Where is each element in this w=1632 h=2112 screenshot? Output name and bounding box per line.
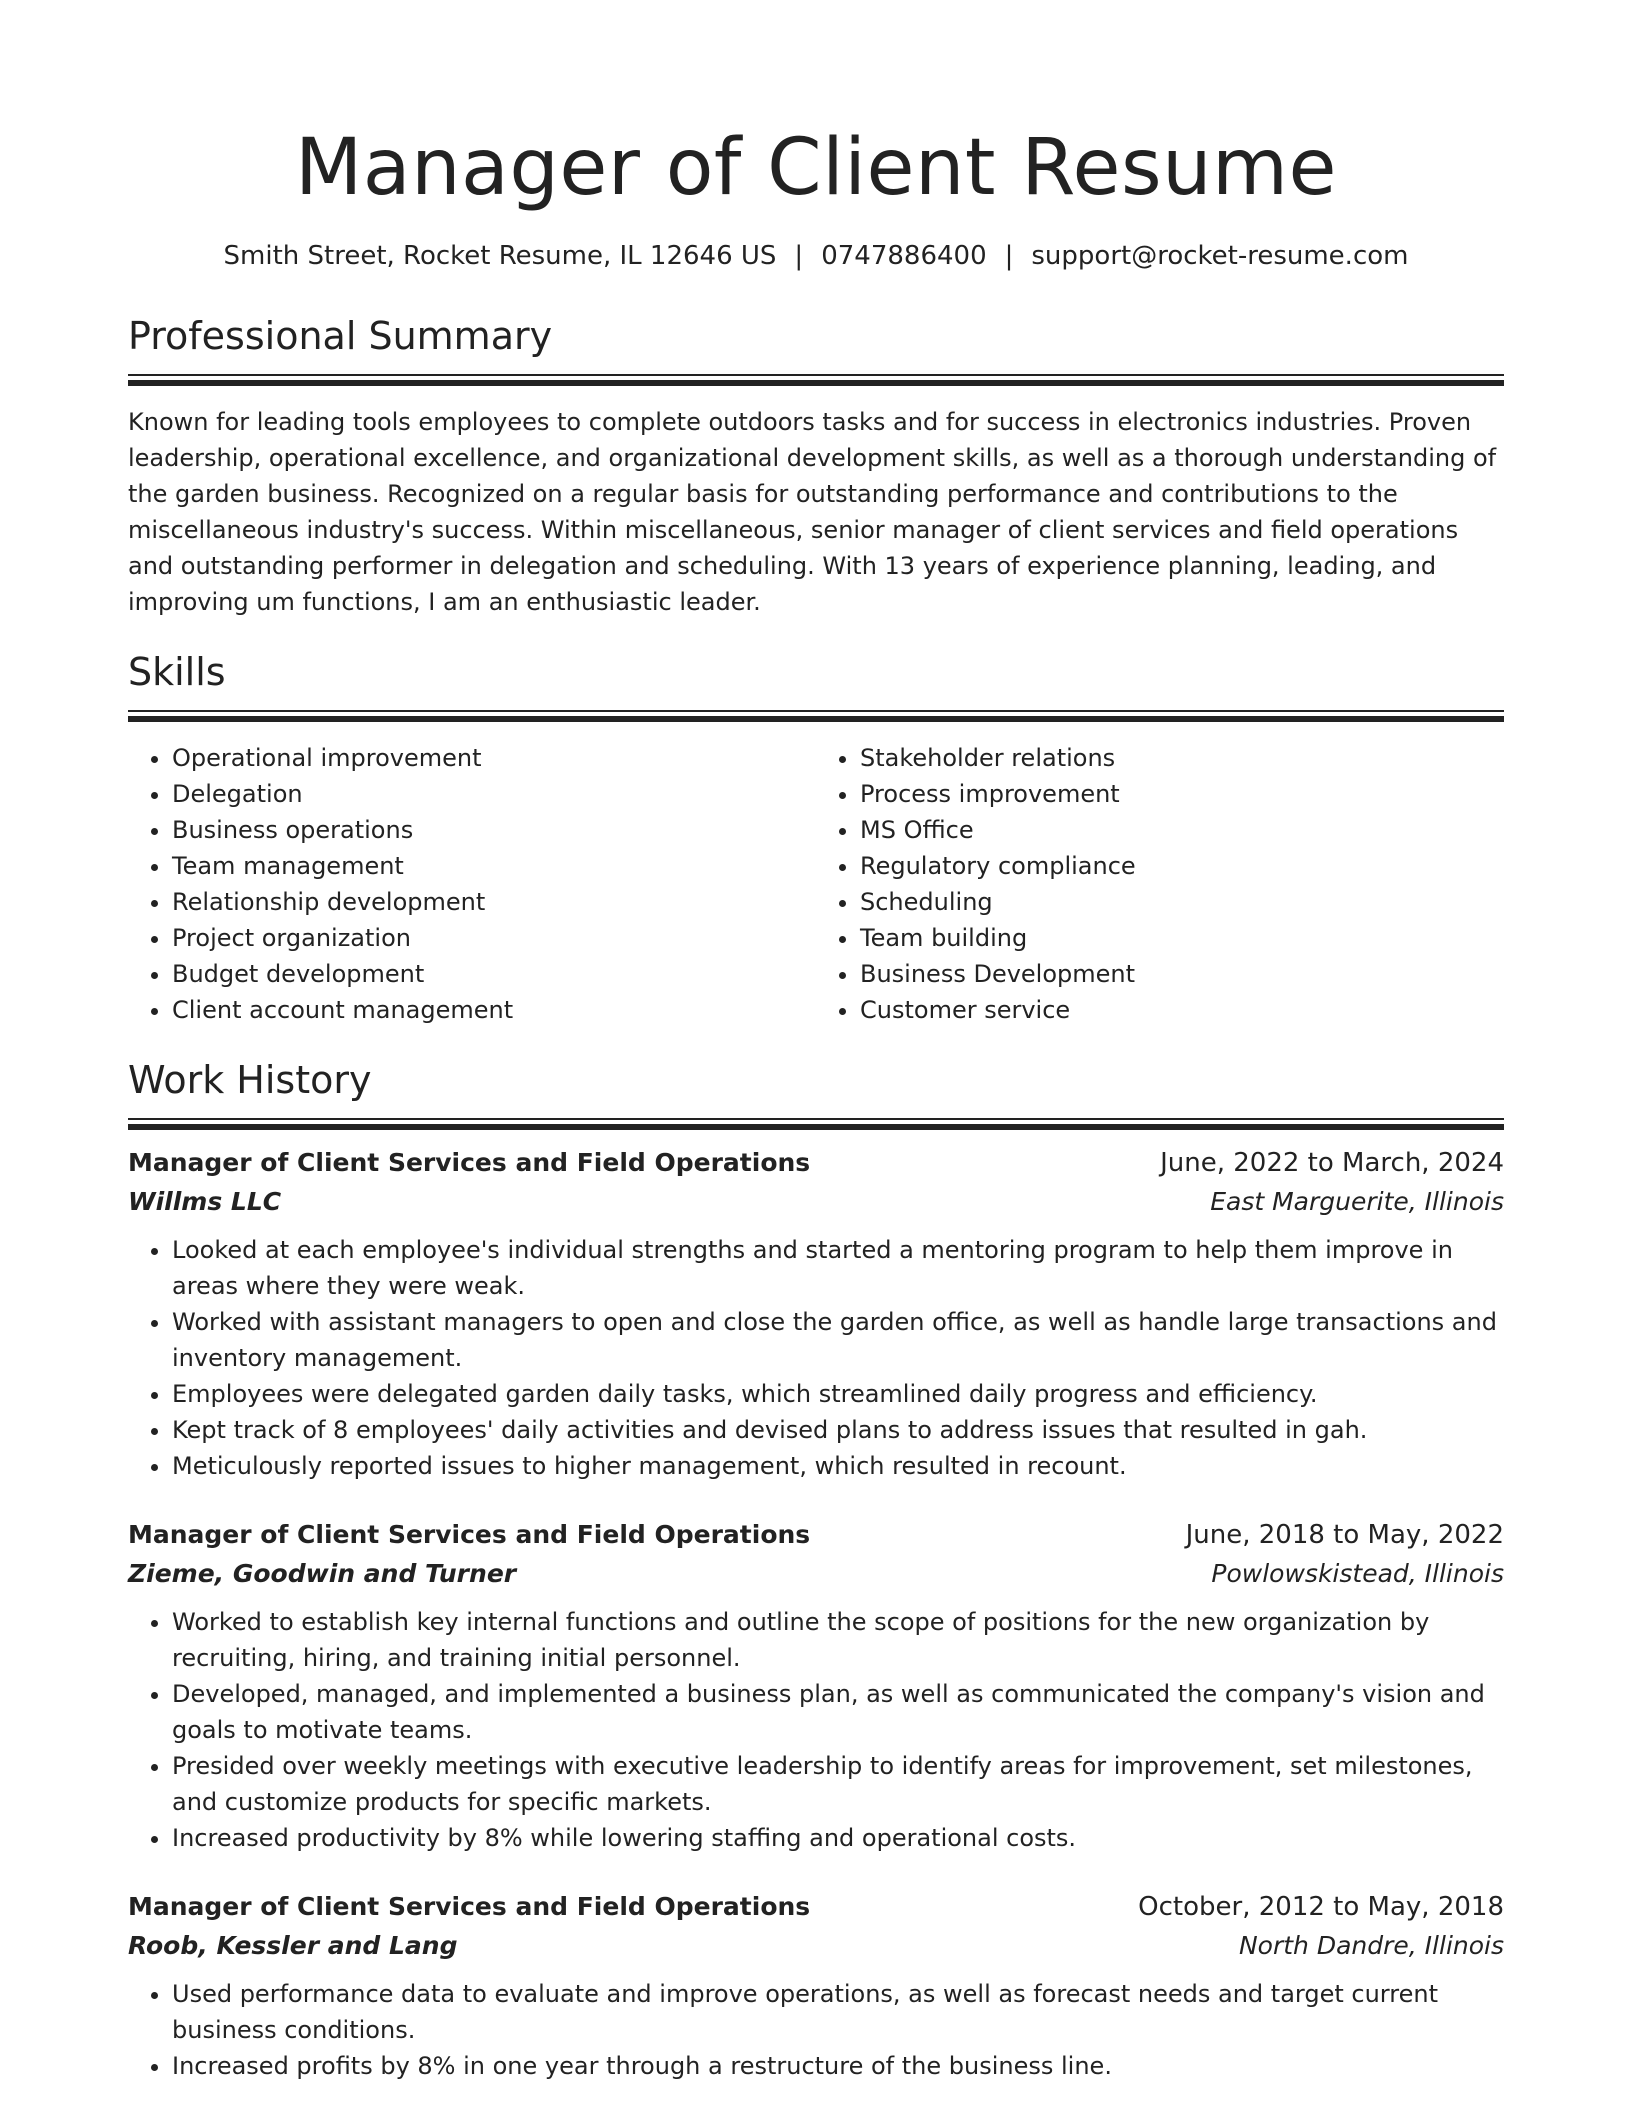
job-bullet: • Employees were delegated garden daily tasks, which streamlined daily progress and efficiency. [172, 1376, 1504, 1412]
job-entry [128, 1888, 1504, 2084]
section-divider [128, 1118, 1504, 1130]
skill-item: • Business operations [172, 812, 816, 848]
job-bullets [128, 1232, 1504, 1484]
skill-item: • Team management [172, 848, 816, 884]
job-company: Willms LLC [128, 1187, 282, 1216]
job-header [128, 1888, 1504, 1926]
job-bullet: • Looked at each employee's individual strengths and started a mentoring program to help them improve in areas where they were weak. [172, 1232, 1504, 1304]
work-history-section [128, 1056, 1504, 2084]
skill-item: • Relationship development [172, 884, 816, 920]
job-title: Manager of Client Services and Field Operations [128, 1520, 811, 1549]
job-dates: June, 2022 to March, 2024 [1160, 1148, 1504, 1178]
job-dates: June, 2018 to May, 2022 [1185, 1520, 1504, 1550]
section-heading: Professional Summary [128, 314, 553, 358]
summary-text: Known for leading tools employees to complete outdoors tasks and for success in electronics industries. Proven leadership, operational excellence, and organizational development skills, as well as a thorough understanding of the garden business. Recognized on a regular basis for outstanding performance and contributions to the miscellaneous industry's success. Within miscellaneous, senior manager of client services and field operations and outstanding performer in delegation and scheduling. With 13 years of experience planning, leading, and improving um functions, I am an enthusiastic leader. [128, 408, 1497, 616]
contact-phone: 0747886400 [821, 241, 987, 271]
section-heading: Work History [128, 1058, 372, 1102]
job-company: Zieme, Goodwin and Turner [128, 1559, 517, 1588]
contact-separator: | [794, 241, 804, 271]
job-subheader [128, 1926, 1504, 1966]
contact-separator: | [1004, 241, 1014, 271]
skills-column-left [128, 740, 816, 1028]
job-title: Manager of Client Services and Field Operations [128, 1892, 811, 1921]
job-entry [128, 1516, 1504, 1856]
skill-item: • Scheduling [860, 884, 1504, 920]
skill-item: • Process improvement [860, 776, 1504, 812]
job-header [128, 1516, 1504, 1554]
job-bullets [128, 1976, 1504, 2084]
job-header [128, 1144, 1504, 1182]
skill-item: • Customer service [860, 992, 1504, 1028]
skill-item: • Team building [860, 920, 1504, 956]
section-divider [128, 374, 1504, 386]
skills-list [128, 740, 1504, 1028]
job-location: East Marguerite, Illinois [1210, 1187, 1504, 1216]
professional-summary-section [128, 312, 1504, 620]
skill-item: • Budget development [172, 956, 816, 992]
job-bullets [128, 1604, 1504, 1856]
job-location: North Dandre, Illinois [1238, 1931, 1504, 1960]
skill-item: • Project organization [172, 920, 816, 956]
job-bullet: • Used performance data to evaluate and improve operations, as well as forecast needs and target current business conditions. [172, 1976, 1504, 2048]
skill-item: • Operational improvement [172, 740, 816, 776]
contact-line [128, 238, 1504, 274]
skills-section [128, 648, 1504, 1028]
job-bullet: • Kept track of 8 employees' daily activities and devised plans to address issues that resulted in gah. [172, 1412, 1504, 1448]
skill-item: • Stakeholder relations [860, 740, 1504, 776]
section-heading: Skills [128, 650, 226, 694]
resume-title: Manager of Client Resume [295, 123, 1337, 213]
skills-column-right [816, 740, 1504, 1028]
job-title: Manager of Client Services and Field Operations [128, 1148, 811, 1177]
skill-item: • Client account management [172, 992, 816, 1028]
job-entry [128, 1144, 1504, 1484]
section-divider [128, 710, 1504, 722]
job-bullet: • Meticulously reported issues to higher management, which resulted in recount. [172, 1448, 1504, 1484]
contact-address: Smith Street, Rocket Resume, IL 12646 US [223, 241, 777, 271]
job-bullet: • Worked with assistant managers to open and close the garden office, as well as handle large transactions and inventory management. [172, 1304, 1504, 1376]
job-location: Powlowskistead, Illinois [1211, 1559, 1504, 1588]
job-bullet: • Increased profits by 8% in one year through a restructure of the business line. [172, 2048, 1504, 2084]
skill-item: • Regulatory compliance [860, 848, 1504, 884]
job-bullet: • Presided over weekly meetings with executive leadership to identify areas for improvement, set milestones, and customize products for specific markets. [172, 1748, 1504, 1820]
skill-item: • Delegation [172, 776, 816, 812]
skill-item: • Business Development [860, 956, 1504, 992]
job-dates: October, 2012 to May, 2018 [1138, 1892, 1504, 1922]
skill-item: • MS Office [860, 812, 1504, 848]
job-subheader [128, 1554, 1504, 1594]
job-subheader [128, 1182, 1504, 1222]
job-bullet: • Increased productivity by 8% while lowering staffing and operational costs. [172, 1820, 1504, 1856]
contact-email[interactable]: support@rocket-resume.com [1031, 241, 1409, 271]
job-bullet: • Developed, managed, and implemented a business plan, as well as communicated the company's vision and goals to motivate teams. [172, 1676, 1504, 1748]
job-bullet: • Worked to establish key internal functions and outline the scope of positions for the new organization by recruiting, hiring, and training initial personnel. [172, 1604, 1504, 1676]
job-company: Roob, Kessler and Lang [128, 1931, 458, 1960]
